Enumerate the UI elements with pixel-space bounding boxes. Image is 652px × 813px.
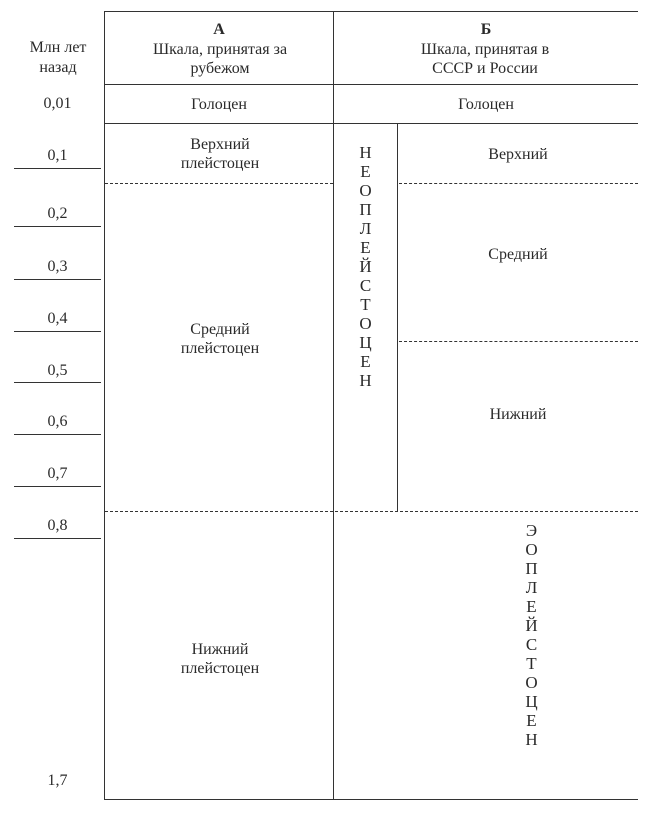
tick-line — [14, 168, 101, 169]
vertical-letter: Т — [526, 654, 538, 673]
top-border — [105, 11, 638, 12]
vertical-letter: Л — [525, 578, 539, 597]
scale-b-holocene: Голоцен — [458, 96, 514, 113]
vertical-letter: С — [359, 276, 373, 295]
vertical-letter: Е — [360, 162, 372, 181]
boundary-b-middle-lower — [399, 341, 638, 342]
vertical-letter: О — [359, 181, 373, 200]
tick-label: 0,01 — [43, 95, 72, 112]
tick-line — [14, 382, 101, 383]
time-axis-line — [104, 11, 105, 800]
tick-label: 0,5 — [47, 362, 68, 379]
vertical-letter: Ц — [525, 692, 539, 711]
vertical-letter: Й — [525, 616, 539, 635]
vertical-letter: О — [525, 673, 539, 692]
boundary-a-upper-middle — [105, 183, 333, 184]
scale-a-lower-pleistocene: Нижний плейстоцен — [180, 641, 260, 677]
vertical-letter: Л — [359, 219, 373, 238]
vertical-letter: Й — [359, 257, 373, 276]
holocene-bottom-border — [105, 123, 638, 124]
tick-line — [14, 434, 101, 435]
scale-b-neopleistocene-vertical — [350, 143, 382, 390]
vertical-letter: Н — [359, 371, 373, 390]
header-bottom-border — [105, 84, 638, 85]
vertical-letter: С — [525, 635, 539, 654]
tick-label: 0,7 — [47, 465, 68, 482]
tick-line — [14, 486, 101, 487]
time-column-header: Млн лет назад — [29, 39, 87, 76]
tick-label: 1,7 — [47, 772, 68, 789]
tick-line — [14, 279, 101, 280]
vertical-letter: Е — [526, 597, 538, 616]
tick-label: 0,3 — [47, 258, 68, 275]
column-b-title: Шкала, принятая в СССР и России — [420, 41, 550, 77]
tick-label: 0,2 — [47, 205, 68, 222]
scale-a-upper-pleistocene: Верхний плейстоцен — [180, 136, 260, 172]
vertical-letter: О — [525, 540, 539, 559]
vertical-letter: О — [359, 314, 373, 333]
column-a-letter: А — [213, 21, 225, 38]
column-divider — [333, 11, 334, 800]
tick-label: 0,6 — [47, 413, 68, 430]
vertical-letter: Ц — [359, 333, 373, 352]
boundary-ab-0-8 — [105, 511, 638, 512]
vertical-letter: Н — [525, 730, 539, 749]
scale-b-upper: Верхний — [488, 146, 548, 163]
scale-b-lower: Нижний — [489, 406, 547, 423]
boundary-b-upper-middle — [399, 183, 638, 184]
column-b-letter: Б — [480, 21, 492, 38]
tick-line — [14, 331, 101, 332]
tick-label: 0,4 — [47, 310, 68, 327]
vertical-letter: Е — [360, 238, 372, 257]
tick-label: 0,1 — [47, 147, 68, 164]
scale-b-eopleistocene-vertical — [516, 521, 548, 749]
neo-subdivision-line — [397, 124, 398, 511]
vertical-letter: П — [359, 200, 373, 219]
column-a-title: Шкала, принятая за рубежом — [152, 41, 288, 77]
scale-a-holocene: Голоцен — [191, 96, 247, 113]
vertical-letter: П — [525, 559, 539, 578]
vertical-letter: Т — [360, 295, 372, 314]
vertical-letter: Е — [526, 711, 538, 730]
table-bottom-border — [105, 799, 638, 800]
scale-b-middle: Средний — [488, 246, 548, 263]
scale-a-middle-pleistocene: Средний плейстоцен — [180, 321, 260, 357]
vertical-letter: Н — [359, 143, 373, 162]
tick-line — [14, 538, 101, 539]
tick-label: 0,8 — [47, 517, 68, 534]
vertical-letter: Е — [360, 352, 372, 371]
vertical-letter: Э — [525, 521, 539, 540]
tick-line — [14, 226, 101, 227]
